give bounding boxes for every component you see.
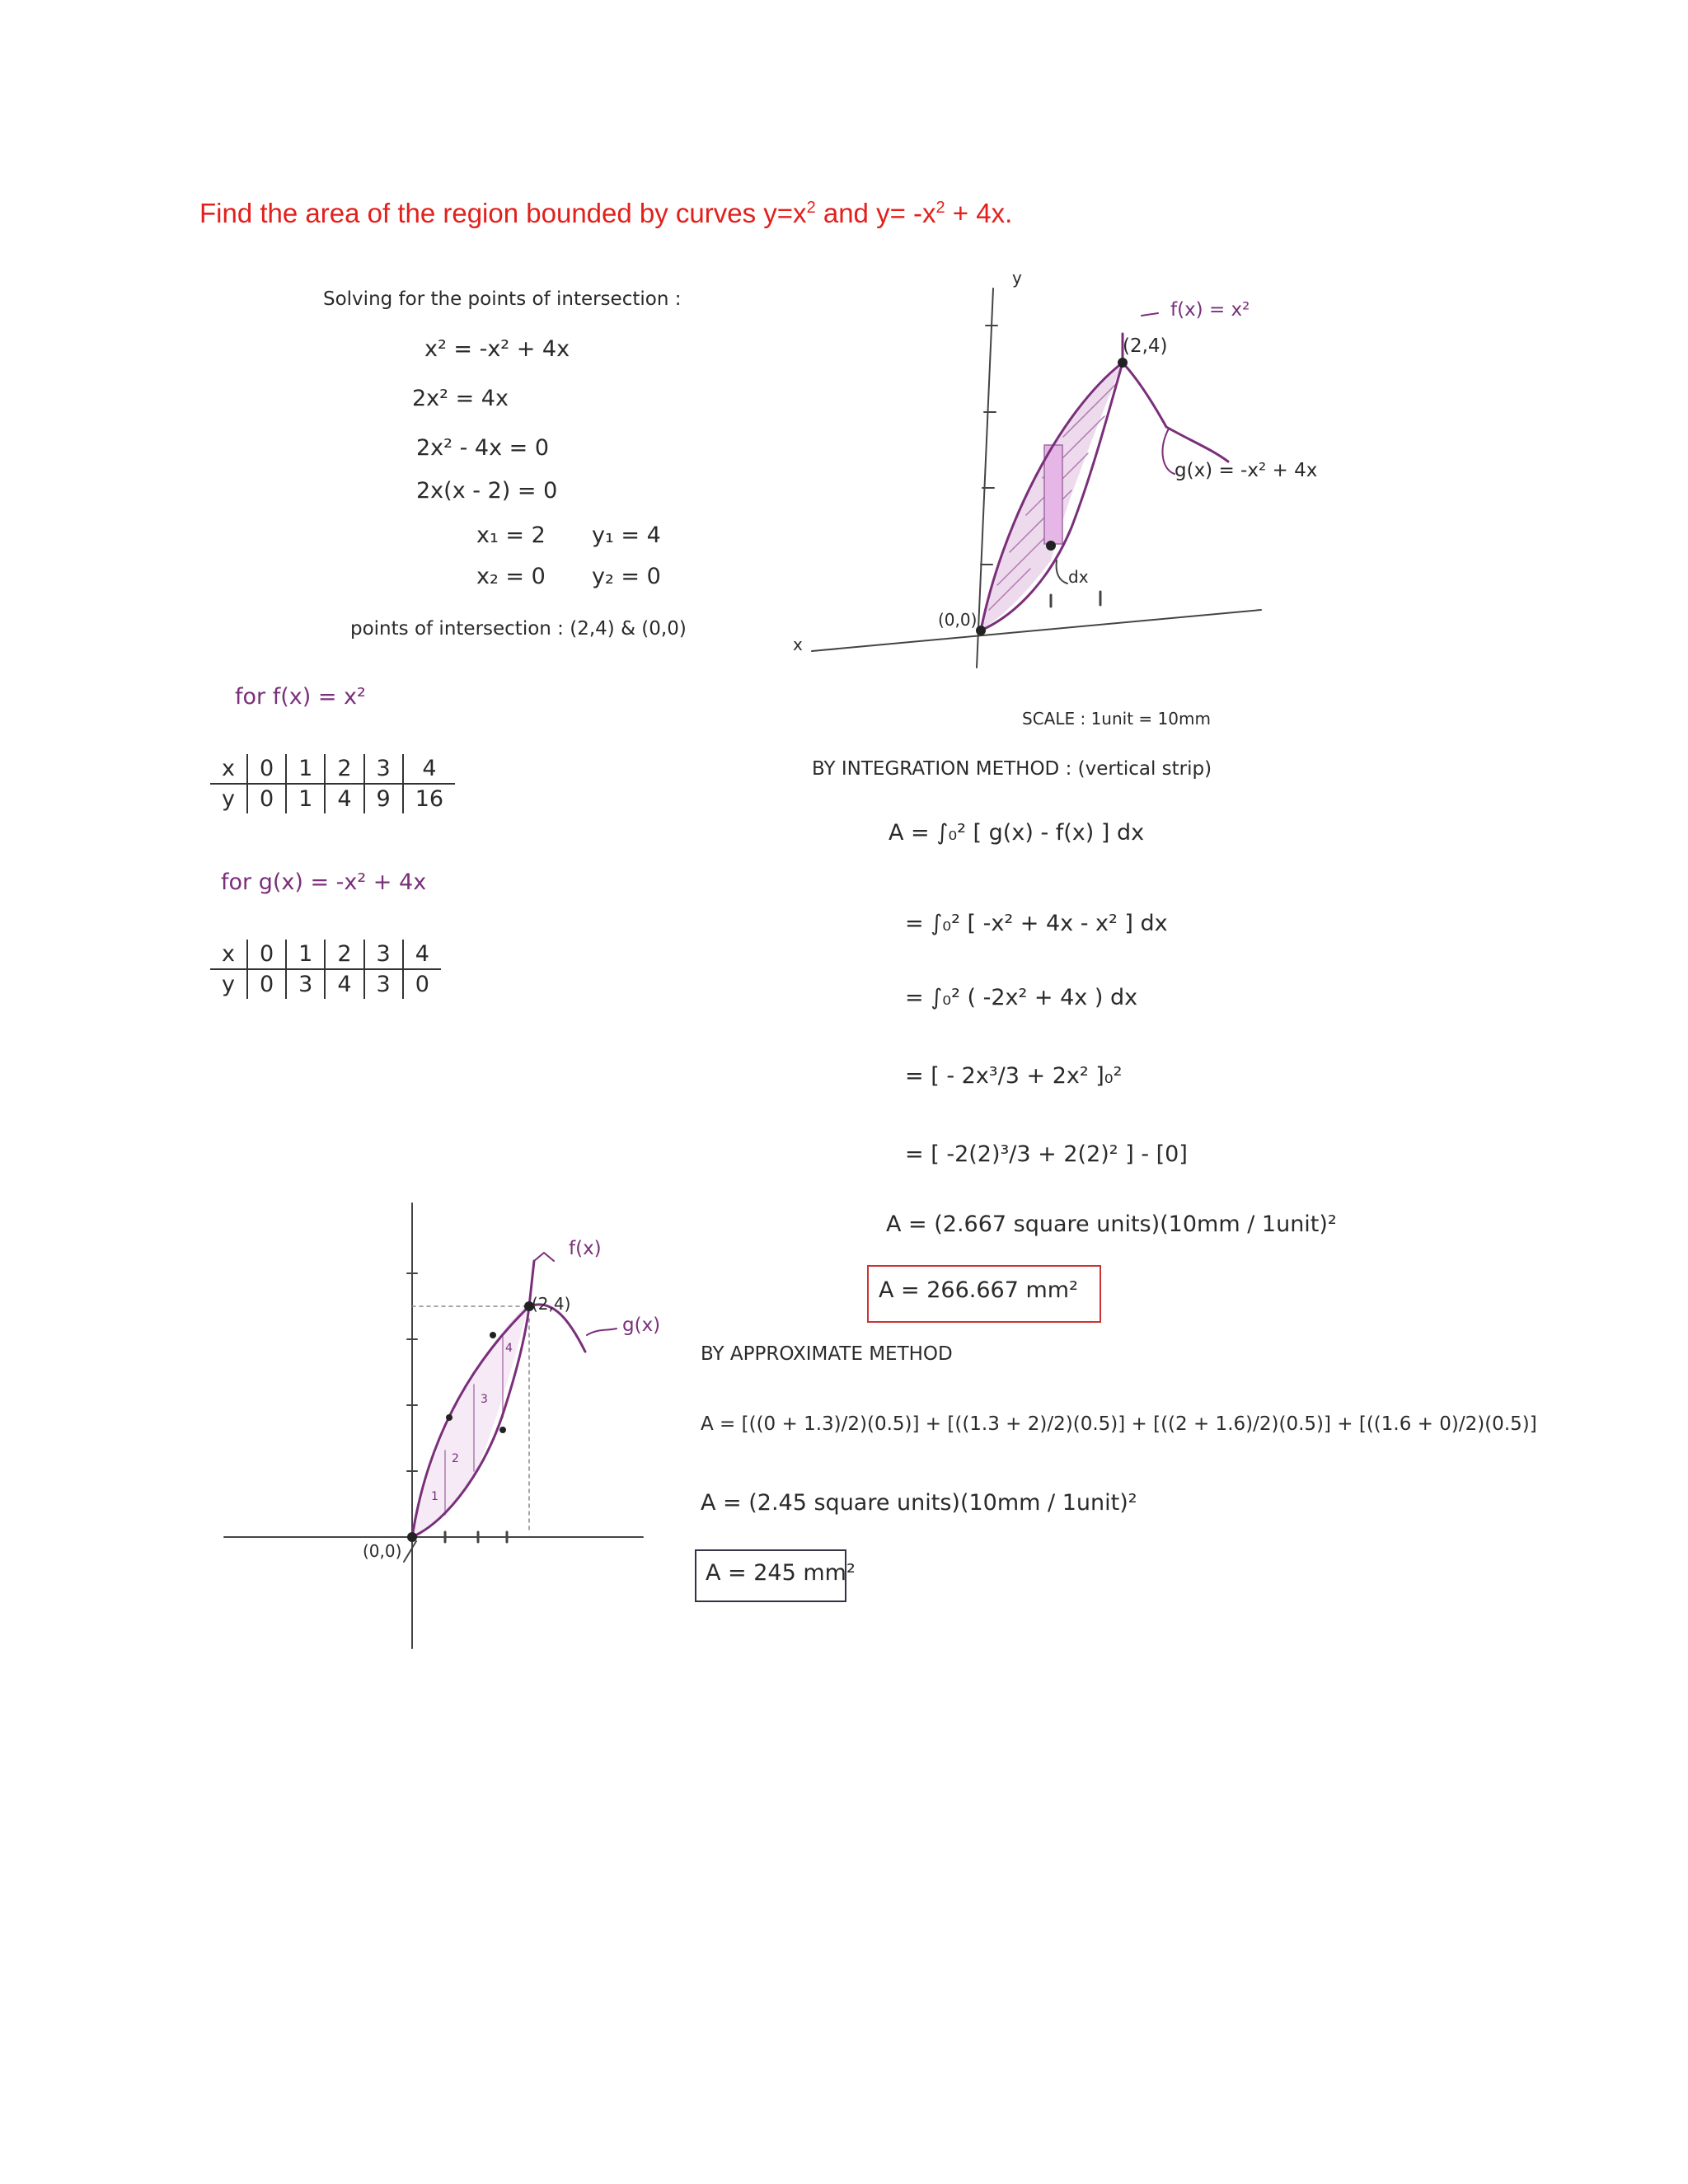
dx-label: dx: [1068, 567, 1089, 587]
strip-label: 4: [505, 1342, 513, 1355]
table-cell: 4: [403, 754, 455, 784]
equation-step-1: x² = -x² + 4x: [424, 336, 570, 362]
strip-label: 2: [452, 1452, 459, 1465]
scale-note: SCALE : 1unit = 10mm: [1022, 709, 1211, 729]
table-cell: y: [210, 784, 247, 813]
bottom-graph: [224, 1203, 643, 1648]
table-cell: 16: [415, 786, 444, 812]
equation-step-2: 2x² = 4x: [412, 386, 509, 411]
intersection-point-label: (2,4): [1123, 335, 1168, 357]
equation-step-3: 2x² - 4x = 0: [416, 435, 550, 461]
table-cell: 3: [286, 969, 325, 999]
y-axis-label: y: [1012, 268, 1022, 288]
origin-label: (0,0): [938, 610, 978, 630]
equation-step-4: 2x(x - 2) = 0: [416, 478, 558, 504]
table-cell: 0: [247, 754, 286, 784]
strip-label: 1: [431, 1490, 438, 1503]
table-cell: 2: [325, 940, 363, 969]
table-cell: 0: [247, 940, 286, 969]
table-cell: 3: [364, 969, 403, 999]
table-cell: 9: [364, 784, 403, 813]
table-cell: 3: [364, 754, 403, 784]
table-cell: x: [210, 940, 247, 969]
solving-heading: Solving for the points of intersection :: [323, 288, 682, 310]
table-cell: x: [210, 754, 247, 784]
integration-line-1: A = ∫₀² [ g(x) - f(x) ] dx: [889, 820, 1145, 846]
table-cell: 0: [247, 969, 286, 999]
approximate-heading: BY APPROXIMATE METHOD: [701, 1343, 953, 1365]
approximate-result: A = 245 mm²: [706, 1560, 856, 1586]
integration-line-4: = [ - 2x³/3 + 2x² ]₀²: [905, 1063, 1123, 1089]
integration-line-3: = ∫₀² ( -2x² + 4x ) dx: [905, 985, 1138, 1010]
table-cell: 2: [325, 754, 363, 784]
approximate-line-1: A = [((0 + 1.3)/2)(0.5)] + [((1.3 + 2)/2)(0.5)] + [((2 + 1.6)/2)(0.5)] + [((1.6 + 0)/2)(0.5)]: [701, 1413, 1537, 1435]
root-y2: y₂ = 0: [592, 564, 661, 589]
table-cell: 4: [325, 969, 363, 999]
table-cell: 4: [325, 784, 363, 813]
root-x2: x₂ = 0: [476, 564, 546, 589]
points-of-intersection: points of intersection : (2,4) & (0,0): [350, 618, 687, 640]
g-curve-label: g(x) = -x² + 4x: [1175, 460, 1318, 481]
f-table-label: for f(x) = x²: [235, 684, 366, 710]
table-cell: 1: [286, 940, 325, 969]
bottom-f-label: f(x): [569, 1238, 602, 1259]
integration-line-6: A = (2.667 square units)(10mm / 1unit)²: [886, 1212, 1337, 1237]
table-cell: 0: [415, 972, 429, 997]
integration-line-5: = [ -2(2)³/3 + 2(2)² ] - [0]: [905, 1141, 1188, 1167]
root-x1: x₁ = 2: [476, 523, 546, 548]
bottom-intersection-label: (2,4): [532, 1294, 571, 1314]
integration-result: A = 266.667 mm²: [879, 1277, 1078, 1303]
x-axis-label: x: [793, 635, 803, 654]
table-cell: 4: [403, 940, 441, 969]
table-cell: 1: [286, 754, 325, 784]
bottom-g-label: g(x): [622, 1315, 661, 1336]
problem-title: Find the area of the region bounded by curves $y=x^2$ and $y= -x^2 + 4x$.: [199, 198, 1013, 228]
approximate-line-2: A = (2.45 square units)(10mm / 1unit)²: [701, 1490, 1137, 1516]
root-y1: y₁ = 4: [592, 523, 661, 548]
f-curve-label: f(x) = x²: [1170, 299, 1250, 321]
strip-label: 3: [481, 1393, 488, 1406]
integration-line-2: = ∫₀² [ -x² + 4x - x² ] dx: [905, 911, 1168, 936]
table-cell: 1: [286, 784, 325, 813]
bottom-origin-label: (0,0): [363, 1541, 402, 1561]
table-cell: y: [210, 969, 247, 999]
g-table-label: for g(x) = -x² + 4x: [221, 869, 427, 895]
table-cell: 0: [247, 784, 286, 813]
table-cell: 3: [364, 940, 403, 969]
integration-heading: BY INTEGRATION METHOD : (vertical strip): [812, 758, 1212, 780]
